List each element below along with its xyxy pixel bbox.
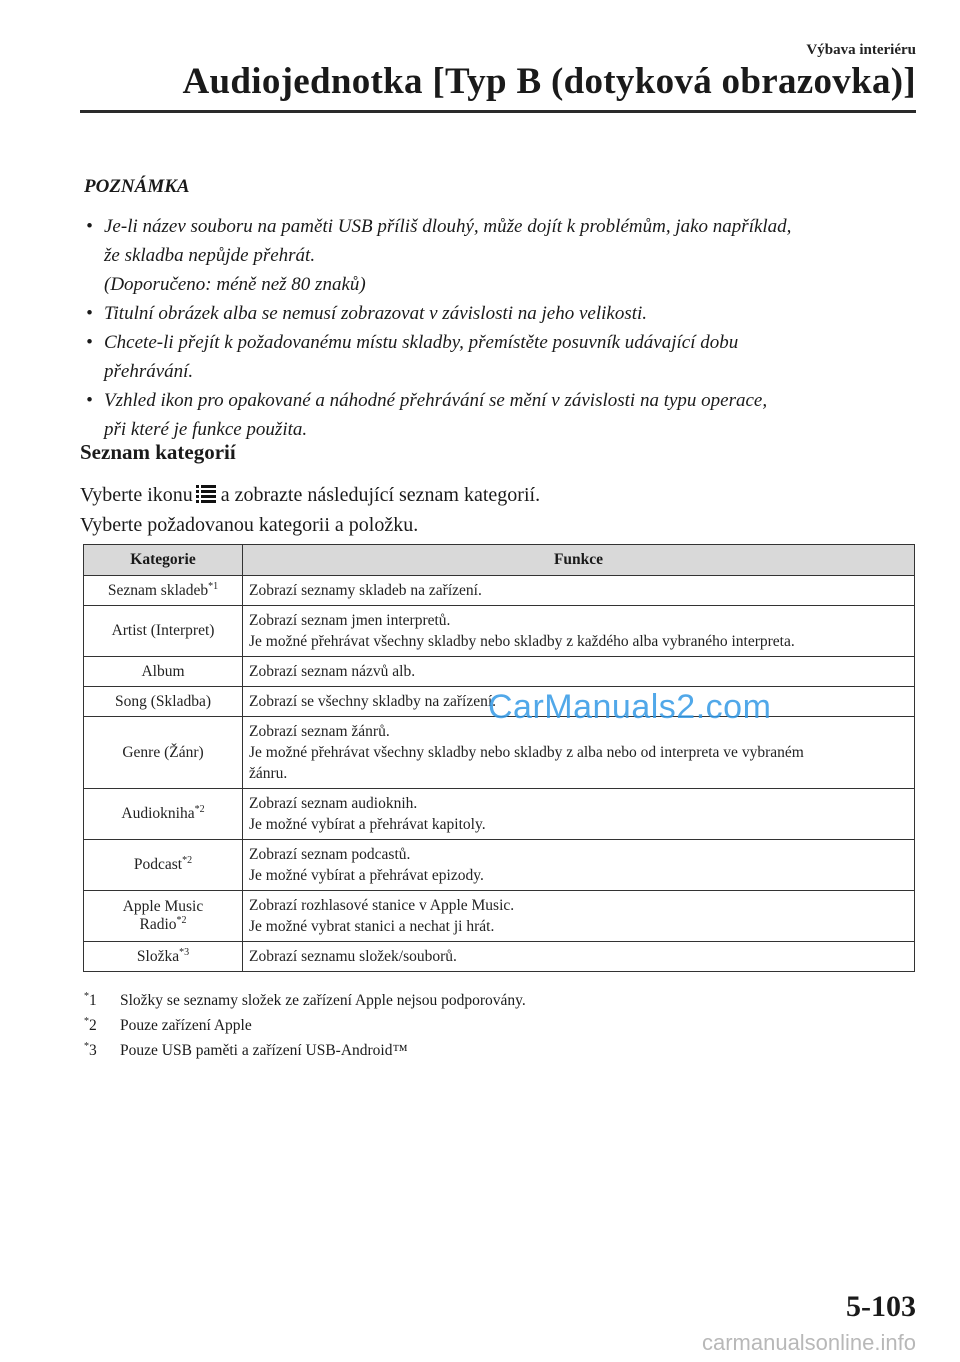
function-line: Zobrazí seznamu složek/souborů. [249,948,457,965]
bullet-icon: • [86,303,93,324]
note-line: přehrávání. [104,361,194,382]
intro-line [80,480,540,510]
page-number: 5-103 [846,1290,916,1323]
footnote: *3 Pouze USB paměti a zařízení USB-Android™ [84,1041,408,1059]
function-line: Je možné vybírat a přehrávat epizody. [249,867,484,884]
function-line: Je možné přehrávat všechny skladby nebo skladby z každého alba vybraného interpreta. [249,633,795,650]
note-line: že skladba nepůjde přehrát. [104,245,316,266]
function-line: Je možné vybírat a přehrávat kapitoly. [249,816,486,833]
watermark: CarManuals2.com [488,688,772,726]
function-line: Zobrazí seznam podcastů. [249,846,411,863]
function-line: žánru. [249,765,288,782]
function-line: Zobrazí seznam názvů alb. [249,663,416,680]
footnote: *2 Pouze zařízení Apple [84,1016,252,1034]
note-title: POZNÁMKA [84,176,190,197]
column-header-category: Kategorie [84,545,243,576]
footnote-ref: *2 [182,855,193,866]
category-cell [84,789,243,840]
category-label: Album [141,662,185,680]
bullet-icon: • [86,332,93,353]
category-cell [84,942,243,972]
category-cell [84,657,243,687]
list-icon [195,484,217,504]
category-label: Song (Skladba) [114,692,211,710]
footnote-mark: 2 [89,1017,97,1034]
function-line: Zobrazí rozhlasové stanice v Apple Music. [249,897,515,914]
function-cell [243,789,915,840]
category-label: Složka [136,947,180,965]
category-cell [84,606,243,657]
note-item [86,386,926,444]
footnote-ref: *1 [208,580,219,592]
intro-text-before-icon: Vyberte ikonu [80,484,193,506]
note-list [86,212,926,444]
function-line: Zobrazí seznam jmen interpretů. [249,612,451,629]
footer-url: carmanualsonline.info [701,1330,916,1355]
table-row [84,657,915,687]
table-header-row [84,545,915,576]
bullet-icon: • [86,390,93,411]
running-header-section: Výbava interiéru [806,42,916,58]
function-line: Je možné vybrat stanici a nechat ji hrát. [249,918,495,935]
category-label: Artist (Interpret) [111,622,215,639]
category-cell [84,891,243,942]
footnote-ref: *2 [194,804,205,815]
header-divider [80,110,916,113]
note-line: Je-li název souboru na paměti USB příliš dlouhý, může dojít k problémům, jako například, [104,216,792,237]
page-title: Audiojednotka [Typ B (dotyková obrazovka)] [182,61,916,102]
note-line: Titulní obrázek alba se nemusí zobrazovat v závislosti na jeho velikosti. [104,303,648,324]
note-line: Chcete-li přejít k požadovanému místu skladby, přemístěte posuvník udávající dobu [104,332,739,353]
category-label: Genre (Žánr) [122,743,204,761]
intro-text-after-icon: a zobrazte následující seznam kategorií. [220,484,541,506]
category-cell [84,717,243,789]
section-intro [80,480,540,540]
category-cell [84,576,243,606]
category-label: Podcast [133,856,183,873]
table-row [84,576,915,606]
table-row [84,789,915,840]
table-row [84,891,915,942]
category-cell [84,687,243,717]
function-line: Je možné přehrávat všechny skladby nebo skladby z alba nebo od interpreta ve vybraném [249,744,804,761]
function-cell [243,717,915,789]
column-header-function: Funkce [243,545,915,576]
function-line: Zobrazí se všechny skladby na zařízení. [249,693,497,710]
category-label: Audiokniha [121,805,195,822]
category-label: Seznam skladeb [107,581,209,599]
intro-line: Vyberte požadovanou kategorii a položku. [80,514,419,536]
note-line: při které je funkce použita. [104,419,308,440]
function-cell [243,840,915,891]
bullet-icon: • [86,216,93,237]
note-item [86,299,926,328]
footnote-text: Složky se seznamy složek ze zařízení Apple nejsou podporovány. [120,992,526,1009]
function-cell [243,942,915,972]
function-line: Zobrazí seznam audioknih. [249,795,418,812]
category-table [83,544,915,972]
note-line: (Doporučeno: méně než 80 znaků) [104,274,366,295]
function-cell [243,891,915,942]
footnote-ref: *2 [176,915,187,926]
function-cell [243,657,915,687]
table-row [84,717,915,789]
footnote-text: Pouze zařízení Apple [120,1017,252,1034]
function-line: Zobrazí seznamy skladeb na zařízení. [249,582,482,599]
note-item [86,328,926,386]
note-line: Vzhled ikon pro opakované a náhodné přehrávání se mění v závislosti na typu operace, [104,390,768,411]
note-item [86,212,926,299]
function-line: Zobrazí seznam žánrů. [249,723,390,740]
category-cell [84,840,243,891]
footnotes [84,988,526,1063]
table-row [84,606,915,657]
category-label: Apple Music Radio [122,898,204,933]
footnote-text: Pouze USB paměti a zařízení USB-Android™ [120,1042,408,1059]
table-row [84,840,915,891]
section-title: Seznam kategorií [80,440,236,464]
footnote-ref: *3 [179,946,190,958]
function-cell [243,606,915,657]
table-row [84,942,915,972]
footnote-mark: 3 [89,1042,97,1059]
footnote: *1 Složky se seznamy složek ze zařízení Apple nejsou podporovány. [84,991,526,1009]
footnote-mark: 1 [89,992,97,1009]
function-cell [243,576,915,606]
